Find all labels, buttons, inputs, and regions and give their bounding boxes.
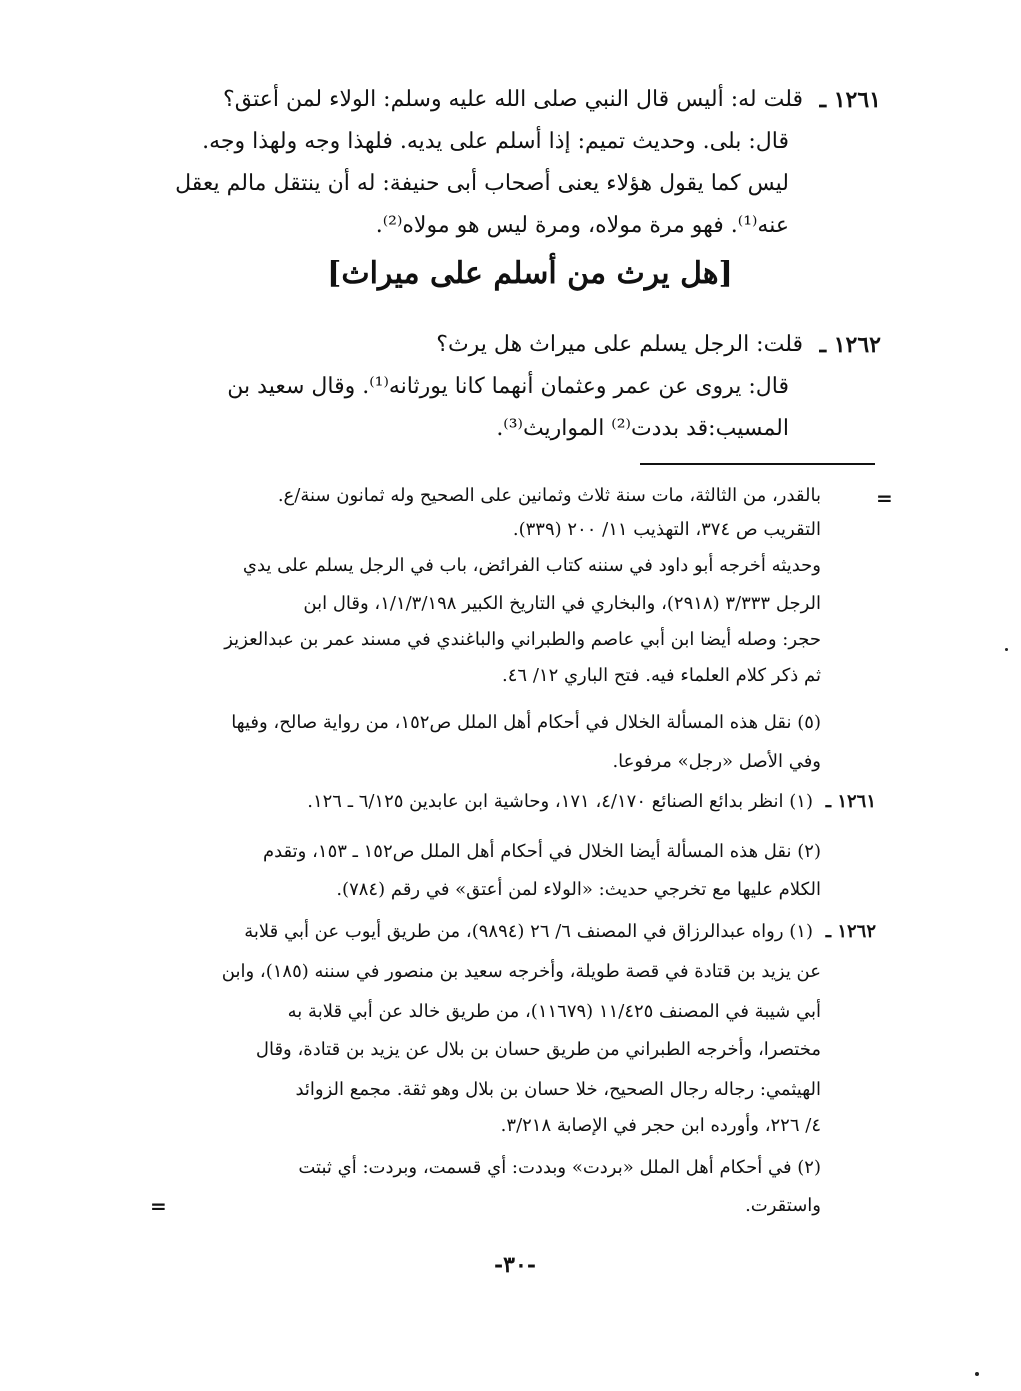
footnote-1262-line-4: مختصرا، وأخرجه الطبراني من طريق حسان بن بلال عن يزيد بن قتادة، وقال (255, 1039, 821, 1060)
footnote-5-line-2: وفي الأصل «رجل» مرفوعا. (612, 751, 821, 772)
footnote-1262-line-3: أبي شيبة في المصنف ١١/٤٢٥ (١١٦٧٩)، من طريق خالد عن أبي قلابة به (287, 1001, 821, 1022)
page-number: -٣٠- (494, 1252, 536, 1278)
entry-1261-line-2: قال: بلى. وحديث تميم: إذا أسلم على يديه. فلهذا وجه ولهذا وجه. (202, 129, 789, 154)
entry-1261-number: ١٢٦١ ـ (819, 87, 881, 113)
entry-1262-number: ١٢٦٢ ـ (819, 332, 881, 358)
footnote-5-line-1: (٥) نقل هذه المسألة الخلال في أحكام أهل الملل ص١٥٢، من رواية صالح، وفيها (231, 712, 821, 733)
footnote-1262-line-7: (٢) في أحكام أهل الملل «بردت» وبددت: أي قسمت، وبردت: أي ثبتت (298, 1157, 821, 1178)
footnote-cont-line-2: التقريب ص ٣٧٤، التهذيب ١١/ ٢٠٠ (٣٣٩). (512, 519, 821, 540)
entry-1262-line-1: قلت: الرجل يسلم على ميراث هل يرث؟ (436, 332, 803, 357)
footnote-cont-line-5: حجر: وصله أيضا ابن أبي عاصم والطبراني والباغندي في مسند عمر بن عبدالعزيز (224, 629, 821, 650)
entry-1261-line-4: عنه⁽¹⁾. فهو مرة مولاه، ومرة ليس هو مولاه⁽²⁾. (375, 213, 789, 238)
footnote-1262-line-6: ٤/ ٢٢٦، وأورده ابن حجر في الإصابة ٣/٢١٨. (500, 1115, 821, 1136)
entry-1262-line-3: المسيب:قد بددت⁽²⁾ المواريث⁽³⁾. (496, 416, 789, 441)
footnote-1262-label: ١٢٦٢ ـ (825, 921, 876, 942)
scan-speck (1005, 648, 1008, 651)
end-continuation-mark: = (150, 1194, 167, 1218)
footnote-cont-line-4: الرجل ٣/٣٣٣ (٢٩١٨)، والبخاري في التاريخ الكبير ١/١/٣/١٩٨، وقال ابن (303, 593, 821, 614)
continuation-mark: = (876, 486, 893, 510)
footnote-1261-line-2: (٢) نقل هذه المسألة أيضا الخلال في أحكام أهل الملل ص١٥٢ ـ ١٥٣، وتقدم (262, 841, 821, 862)
footnote-cont-line-3: وحديثه أخرجه أبو داود في سننه كتاب الفرائض، باب في الرجل يسلم على يدي (242, 555, 821, 576)
entry-1261-line-1: قلت له: أليس قال النبي صلى الله عليه وسلم: الولاء لمن أعتق؟ (223, 87, 803, 112)
footnote-1262-line-1: (١) رواه عبدالرزاق في المصنف ٦/ ٢٦ (٩٨٩٤)، من طريق أيوب عن أبي قلابة (244, 921, 813, 942)
footnote-1262-line-5: الهيثمي: رجاله رجال الصحيح، خلا حسان بن بلال وهو ثقة. مجمع الزوائد (295, 1079, 821, 1100)
footnote-cont-line-6: ثم ذكر كلام العلماء فيه. فتح الباري ١٢/ ٤٦. (502, 665, 821, 686)
footnote-cont-line-1: بالقدر، من الثالثة، مات سنة ثلاث وثمانين على الصحيح وله ثمانون سنة/ع. (277, 485, 821, 506)
section-heading: [هل يرث من أسلم على ميراث] (327, 256, 733, 291)
footnote-1262-line-2: عن يزيد بن قتادة في قصة طويلة، وأخرجه سعيد بن منصور في سننه (١٨٥)، وابن (221, 961, 821, 982)
footnote-1262-line-8: واستقرت. (745, 1195, 821, 1216)
footnote-1261-line-3: الكلام عليها مع تخرجي حديث: «الولاء لمن أعتق» في رقم (٧٨٤). (336, 879, 821, 900)
footnote-1261-label: ١٢٦١ ـ (825, 791, 876, 812)
entry-1262-line-2: قال: يروى عن عمر وعثمان أنهما كانا يورثانه⁽¹⁾. وقال سعيد بن (227, 374, 789, 399)
entry-1261-line-3: ليس كما يقول هؤلاء يعنى أصحاب أبى حنيفة: له أن ينتقل مالم يعقل (175, 171, 789, 196)
footnote-separator (640, 463, 875, 465)
scan-speck (975, 1372, 979, 1376)
footnote-1261-line-1: (١) انظر بدائع الصنائع ٤/١٧٠، ١٧١، وحاشية ابن عابدين ٦/١٢٥ ـ ١٢٦. (307, 791, 813, 812)
